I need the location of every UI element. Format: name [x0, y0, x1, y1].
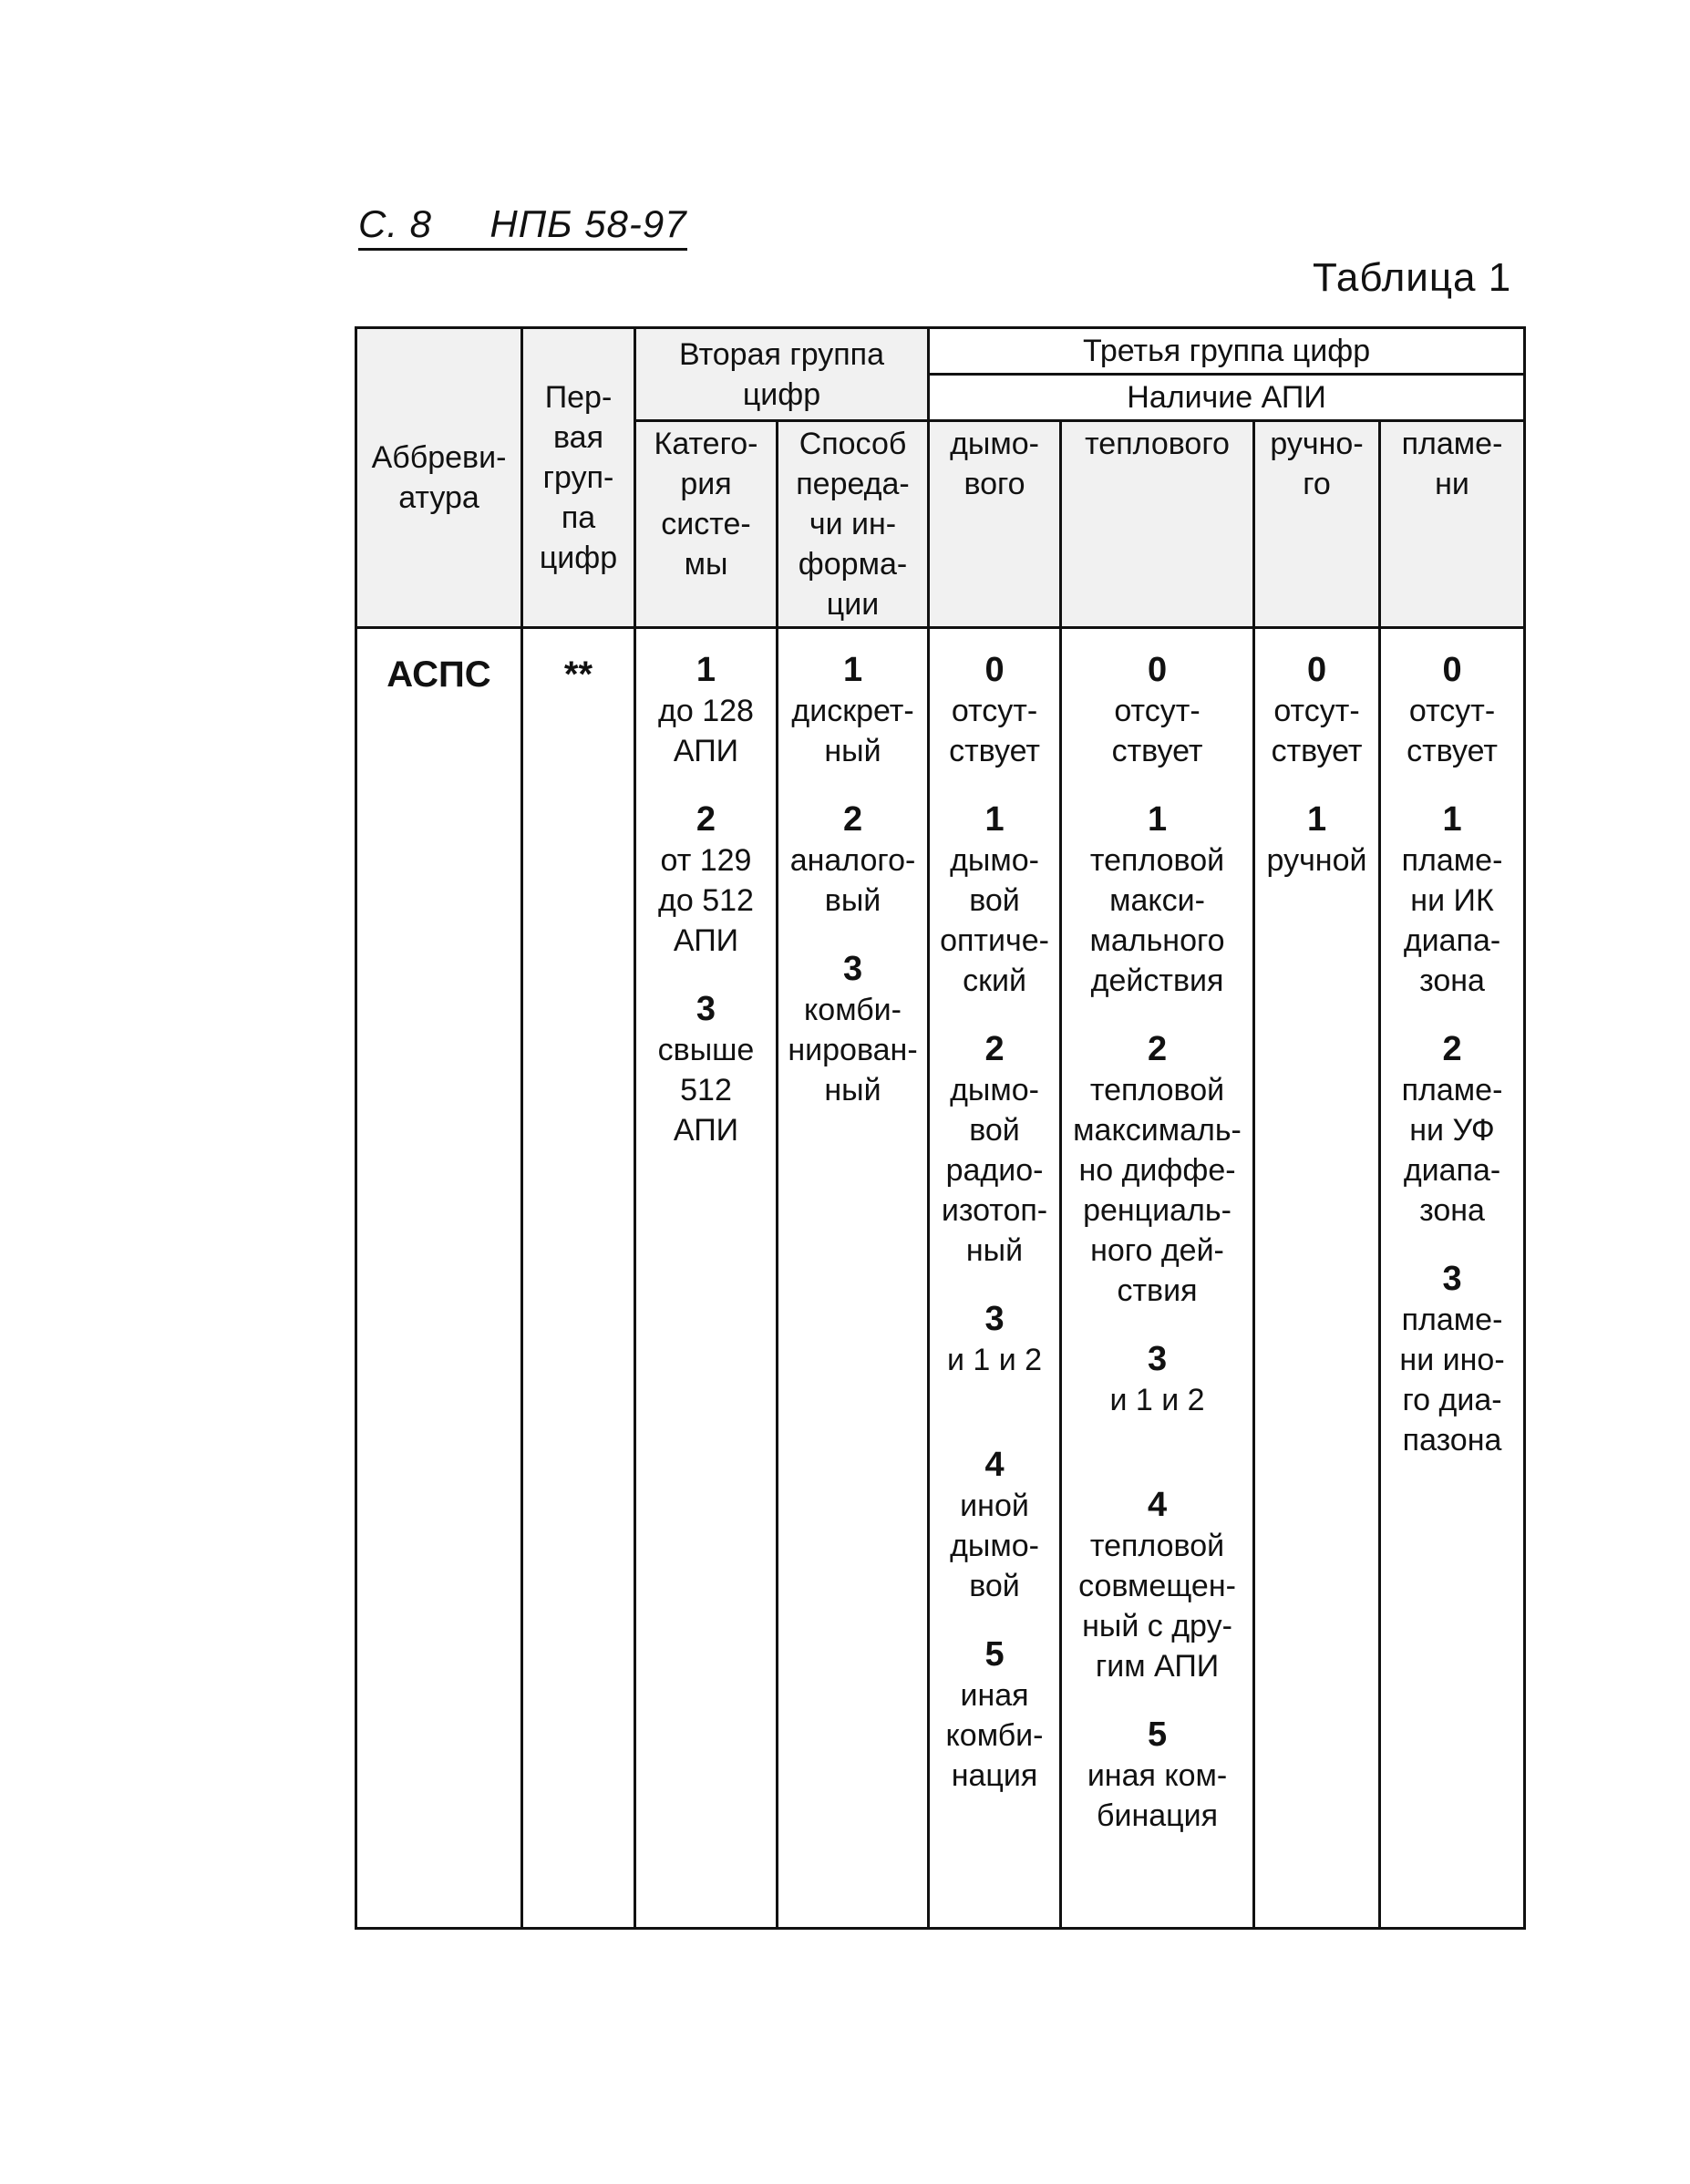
code-entry — [1258, 798, 1376, 881]
code-number: 1 — [1147, 800, 1168, 839]
code-entry — [933, 1298, 1056, 1380]
code-number: 4 — [984, 1446, 1005, 1484]
code-description: свыше 512 АПИ — [657, 1033, 755, 1148]
code-number: 2 — [984, 1030, 1005, 1068]
header-second-group: Вторая группа цифр — [635, 328, 929, 421]
code-description: и 1 и 2 — [946, 1343, 1043, 1377]
code-number: 1 — [1306, 800, 1327, 839]
code-entry — [781, 798, 924, 921]
code-description: тепловой максималь- но диффе- ренциаль- ного дей- ствия — [1073, 1073, 1242, 1308]
code-description: дымо- вой радио- изотоп- ный — [941, 1073, 1048, 1268]
code-entry — [1065, 1338, 1250, 1420]
code-number: 3 — [696, 990, 716, 1028]
code-entry — [1065, 1484, 1250, 1686]
code-description: ручной — [1266, 843, 1367, 878]
code-description: пламе- ни ино- го диа- пазона — [1399, 1303, 1505, 1458]
code-entry — [781, 948, 924, 1110]
code-entry — [1065, 1028, 1250, 1311]
code-entry — [1065, 649, 1250, 771]
code-description: дымо- вой оптиче- ский — [940, 843, 1049, 998]
code-description: отсут- ствует — [1111, 694, 1203, 768]
header-heat: теплового — [1061, 421, 1254, 628]
code-description: отсут- ствует — [949, 694, 1040, 768]
code-number: 0 — [1147, 651, 1168, 689]
code-description: иной дымо- вой — [950, 1489, 1039, 1603]
header-flame: пламе- ни — [1380, 421, 1525, 628]
code-number: 0 — [1442, 651, 1462, 689]
header-manual: ручно- го — [1254, 421, 1380, 628]
code-number: 3 — [1147, 1340, 1168, 1378]
code-entry — [1384, 1028, 1520, 1231]
code-entry — [933, 1444, 1056, 1606]
cell-manual — [1254, 628, 1380, 1929]
code-entry — [933, 1028, 1056, 1271]
code-description: тепловой макси- мального действия — [1089, 843, 1225, 998]
code-entry — [933, 1633, 1056, 1796]
cell-flame — [1380, 628, 1525, 1929]
header-third-group: Третья группа цифр — [929, 328, 1525, 375]
page-header — [358, 202, 687, 251]
code-description: и 1 и 2 — [1109, 1383, 1205, 1417]
code-description: дискрет- ный — [791, 694, 914, 768]
header-method: Способ переда- чи ин- форма- ции — [778, 421, 929, 628]
code-entry — [1065, 1714, 1250, 1836]
header-first-group: Пер- вая груп- па цифр — [522, 328, 635, 628]
code-number: 4 — [1147, 1486, 1168, 1524]
code-number: 0 — [984, 651, 1005, 689]
code-entry — [639, 798, 773, 961]
header-smoke: дымо- вого — [929, 421, 1061, 628]
cell-category — [635, 628, 778, 1929]
code-description: аналого- вый — [789, 843, 916, 918]
header-category: Катего- рия систе- мы — [635, 421, 778, 628]
document-code: НПБ 58-97 — [489, 202, 687, 245]
header-abbreviation: Аббреви- атура — [356, 328, 522, 628]
code-entry — [1384, 649, 1520, 771]
code-description: отсут- ствует — [1407, 694, 1498, 768]
code-description: отсут- ствует — [1271, 694, 1363, 768]
code-number: 1 — [842, 651, 863, 689]
code-number: 1 — [1442, 800, 1462, 839]
cell-method — [778, 628, 929, 1929]
code-entry — [639, 988, 773, 1150]
code-description: иная ком- бинация — [1087, 1758, 1228, 1833]
code-entry — [1384, 1258, 1520, 1460]
code-description: пламе- ни ИК диапа- зона — [1401, 843, 1503, 998]
cell-abbreviation: АСПС — [356, 628, 522, 1929]
code-number: 1 — [984, 800, 1005, 839]
code-description: от 129 до 512 АПИ — [658, 843, 754, 958]
cell-smoke — [929, 628, 1061, 1929]
code-number: 2 — [1442, 1030, 1462, 1068]
code-number: 5 — [984, 1635, 1005, 1674]
code-number: 3 — [1442, 1260, 1462, 1298]
code-number: 2 — [1147, 1030, 1168, 1068]
code-entry — [1384, 798, 1520, 1001]
code-description: комби- нирован- ный — [788, 993, 918, 1107]
page-number: С. 8 — [358, 202, 433, 245]
code-number: 2 — [842, 800, 863, 839]
code-description: иная комби- нация — [945, 1678, 1044, 1793]
code-description: до 128 АПИ — [658, 694, 754, 768]
table-title: Таблица 1 — [1313, 255, 1512, 300]
code-entry — [781, 649, 924, 771]
cell-first-group: ** — [522, 628, 635, 1929]
code-number: 2 — [696, 800, 716, 839]
classification-table — [355, 326, 1526, 1930]
code-entry — [1065, 798, 1250, 1001]
code-entry — [1258, 649, 1376, 771]
code-description: тепловой совмещен- ный с дру- гим АПИ — [1078, 1529, 1236, 1684]
code-description: пламе- ни УФ диапа- зона — [1401, 1073, 1503, 1228]
code-entry — [933, 649, 1056, 771]
code-entry — [639, 649, 773, 771]
cell-heat — [1061, 628, 1254, 1929]
code-number: 1 — [696, 651, 716, 689]
code-entry — [933, 798, 1056, 1001]
code-number: 3 — [984, 1300, 1005, 1338]
header-api-presence: Наличие АПИ — [929, 375, 1525, 421]
code-number: 0 — [1306, 651, 1327, 689]
code-number: 3 — [842, 950, 863, 988]
code-number: 5 — [1147, 1715, 1168, 1754]
